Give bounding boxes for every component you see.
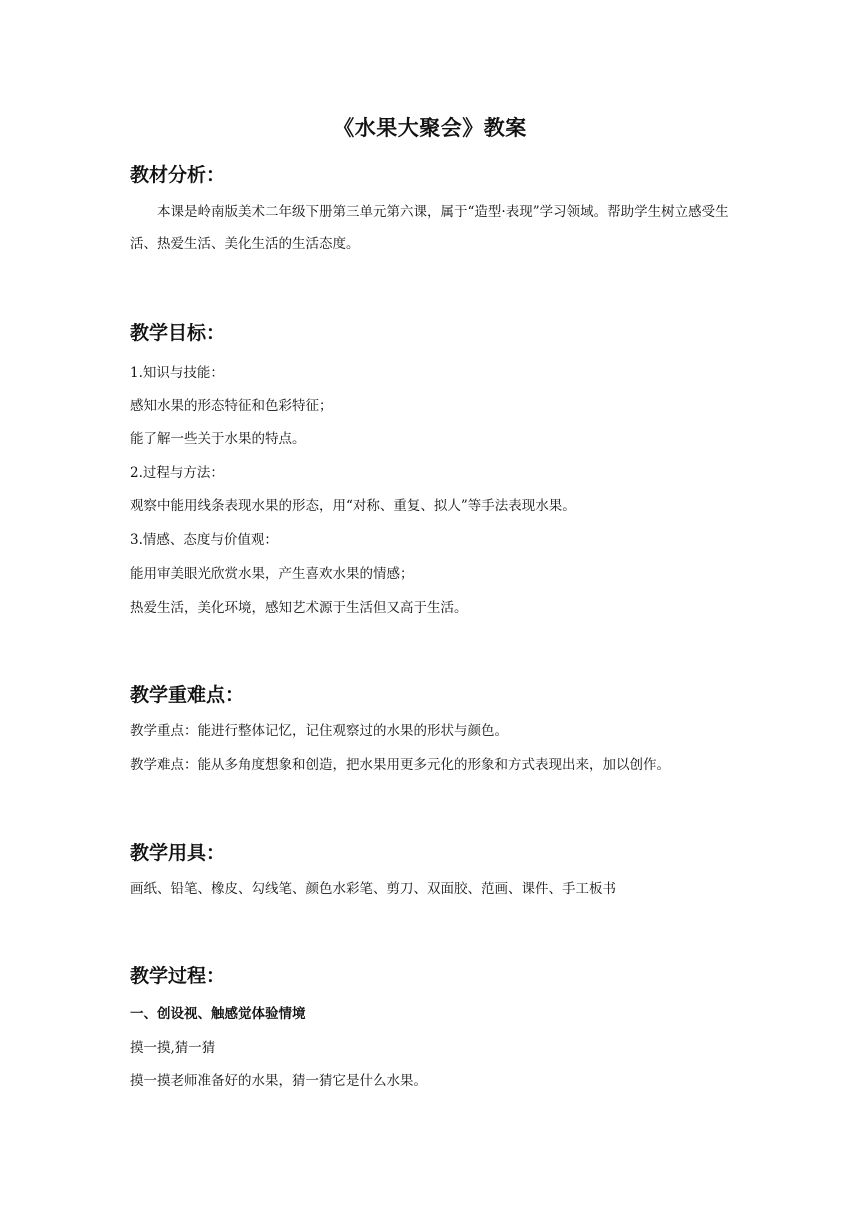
goals-line: 热爱生活，美化环境，感知艺术源于生活但又高于生活。 bbox=[130, 600, 468, 616]
goals-line: 2.过程与方法： bbox=[130, 465, 224, 481]
heading-tools: 教学用具： bbox=[130, 842, 226, 864]
analysis-paragraph: 本课是岭南版美术二年级下册第三单元第六课，属于“造型·表现”学习领域。帮助学生树立感受生活、热爱生活、美化生活的生活态度。 bbox=[130, 204, 729, 252]
tools-line: 画纸、铅笔、橡皮、勾线笔、颜色水彩笔、剪刀、双面胶、范画、课件、手工板书 bbox=[130, 881, 616, 897]
key-points-line: 教学重点：能进行整体记忆，记住观察过的水果的形状与颜色。 bbox=[130, 723, 508, 739]
goals-line: 感知水果的形态特征和色彩特征； bbox=[130, 398, 333, 414]
goals-line: 能用审美眼光欣赏水果，产生喜欢水果的情感； bbox=[130, 566, 414, 582]
heading-key-points: 教学重难点： bbox=[130, 684, 245, 706]
heading-goals: 教学目标： bbox=[130, 322, 226, 344]
process-subheading: 一、创设视、触感觉体验情境 bbox=[130, 1006, 306, 1022]
goals-line: 3.情感、态度与价值观： bbox=[130, 532, 278, 548]
goals-line: 观察中能用线条表现水果的形态，用“对称、重复、拟人”等手法表现水果。 bbox=[130, 498, 576, 514]
key-points-line: 教学难点：能从多角度想象和创造，把水果用更多元化的形象和方式表现出来，加以创作。 bbox=[130, 757, 670, 773]
process-line: 摸一摸老师准备好的水果，猜一猜它是什么水果。 bbox=[130, 1073, 427, 1089]
heading-analysis: 教材分析： bbox=[130, 164, 226, 186]
process-line: 摸一摸,猜一猜 bbox=[130, 1040, 216, 1056]
goals-line: 能了解一些关于水果的特点。 bbox=[130, 431, 306, 447]
goals-line: 1.知识与技能： bbox=[130, 365, 224, 381]
heading-process: 教学过程： bbox=[130, 965, 226, 987]
document-title: 《水果大聚会》教案 bbox=[333, 115, 527, 140]
